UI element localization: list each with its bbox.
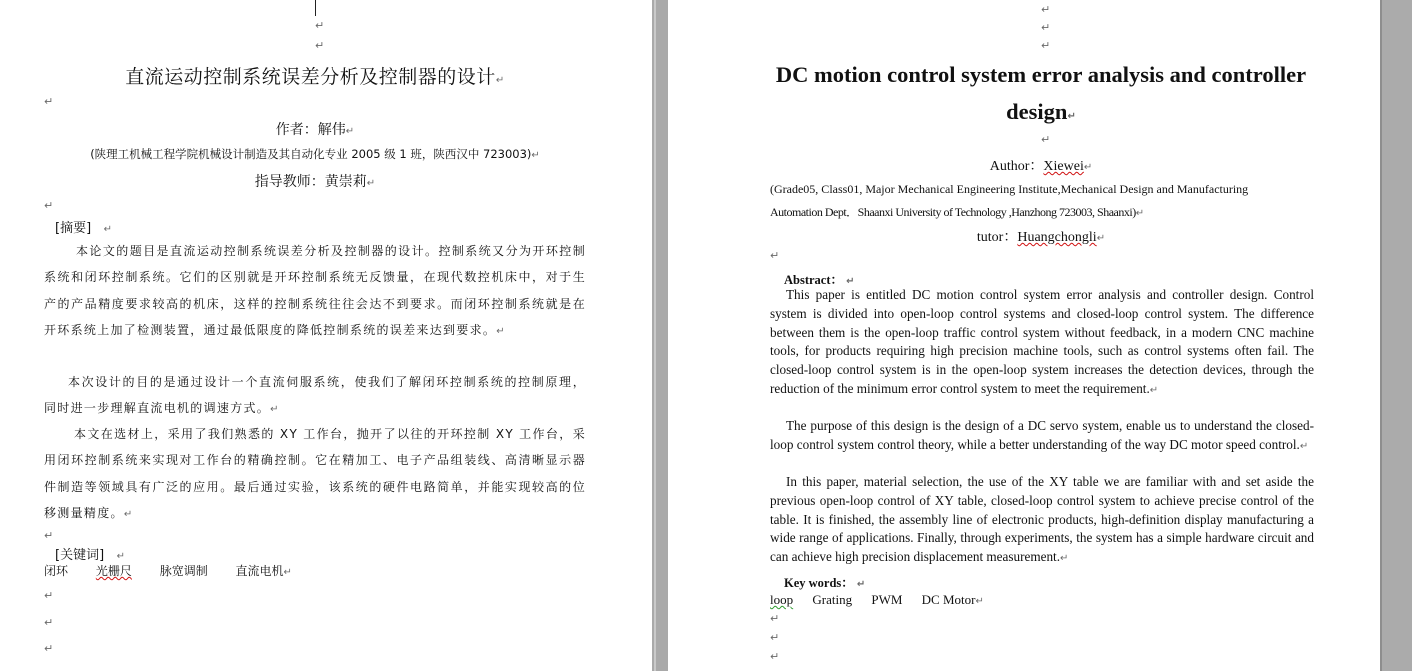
document-page-chinese[interactable] — [0, 0, 652, 671]
paragraph-mark: ↵ — [315, 39, 325, 52]
keyword: DC Motor — [921, 592, 976, 607]
paragraph-mark: ↵ — [44, 199, 54, 212]
keyword: Grating — [812, 592, 853, 607]
text-cursor — [315, 0, 316, 16]
paragraph-mark: ↵ — [770, 612, 780, 625]
keyword: 直流电机 — [235, 564, 284, 578]
page-edge-shadow — [1380, 0, 1382, 671]
keywords-heading: Key words： ↵ — [784, 576, 866, 590]
affiliation-line: Automation Dept．Shaanxi University of Technology ,Hanzhong 723003, Shaanxi)↵ — [770, 205, 1144, 219]
paragraph-mark: ↵ — [1041, 21, 1051, 34]
abstract-paragraph: 本论文的题目是直流运动控制系统误差分析及控制器的设计。控制系统又分为开环控制系统和闭环控制系统。它们的区别就是开环控制系统无反馈量，在现代数控机床中，对于生产的产品精度要求较高的机床，这样的控制系统往往会达不到要求。而闭环控制系统就是在开环系统上加了检测装置，通过最低限度的降低控制系统的误差来达到要求。↵ — [44, 244, 586, 337]
keywords-list: 闭环 光栅尺 脉宽调制 直流电机↵ — [44, 564, 292, 578]
paragraph-mark: ↵ — [44, 616, 54, 629]
tutor-line: tutor：Huangchongli↵ — [976, 230, 1106, 245]
paragraph-mark: ↵ — [44, 589, 54, 602]
paragraph-mark: ↵ — [44, 642, 54, 655]
author-line: Author：Xiewei↵ — [989, 159, 1093, 174]
page-gutter-edge — [654, 0, 656, 671]
abstract-heading: [摘要] ↵ — [55, 221, 112, 236]
keywords-heading: [关键词] ↵ — [55, 548, 125, 563]
keyword: loop — [770, 592, 794, 607]
tutor-line: 指导教师：黄崇莉↵ — [254, 174, 376, 190]
paragraph-mark: ↵ — [1041, 133, 1051, 146]
keyword: 脉宽调制 — [159, 564, 208, 578]
keywords-list: loop Grating PWM DC Motor↵ — [770, 592, 984, 607]
abstract-heading: Abstract： ↵ — [784, 273, 855, 287]
affiliation-line: (陕理工机械工程学院机械设计制造及其自动化专业 2005 级 1 班，陕西汉中 723003)↵ — [90, 147, 540, 161]
keyword: 光栅尺 — [95, 564, 132, 578]
keyword: 闭环 — [44, 564, 69, 578]
affiliation-block — [770, 178, 1314, 225]
abstract-paragraph: The purpose of this design is the design of a DC servo system, enable us to understand the closed-loop control system control theory, while a better understanding of the way DC motor speed control.↵ — [770, 418, 1314, 452]
paper-title-english: DC motion control system error analysis and controller design↵ — [775, 62, 1307, 124]
paragraph-mark: ↵ — [770, 650, 780, 663]
author-line: 作者：解伟↵ — [275, 122, 355, 138]
right-gutter-scroll-area[interactable] — [1380, 0, 1412, 671]
paragraph-mark: ↵ — [770, 249, 780, 262]
paragraph-mark: ↵ — [1041, 39, 1051, 52]
keyword: PWM — [871, 592, 903, 607]
paper-title-chinese: 直流运动控制系统误差分析及控制器的设计↵ — [125, 66, 505, 88]
paragraph-mark: ↵ — [1041, 3, 1051, 16]
abstract-paragraph: This paper is entitled DC motion control system error analysis and controller design. Control system is divided into open-loop control systems and closed-loop control system. The difference between them is the open-loop traffic control system without feedback, in a modern CNC machine tools, for products requiring high precision machine tools, such as control systems often fail. The closed-loop control system is in the open-loop system increases the detection devices, through the reduction of the minimum error control system to meet the requirement.↵ — [770, 287, 1314, 396]
abstract-paragraph: 本次设计的目的是通过设计一个直流伺服系统，使我们了解闭环控制系统的控制原理，同时进一步理解直流电机的调速方式。↵ — [44, 375, 586, 416]
paragraph-mark: ↵ — [44, 95, 54, 108]
abstract-paragraph: In this paper, material selection, the use of the XY table we are familiar with and set aside the previous open-loop control of XY table, closed-loop control system to achieve precise control of the table. It is finished, the assembly line of electronic products, high-definition display manufacturing a wide range of applications. Finally, through experiments, the system has a simple hardware circuit and can achieve high precision displacement measurement.↵ — [770, 474, 1314, 565]
abstract-paragraph: 本文在选材上，采用了我们熟悉的 XY 工作台，抛开了以往的开环控制 XY 工作台，采用闭环控制系统来实现对工作台的精确控制。它在精加工、电子产品组装线、高清晰显示器件制造等领域具有广泛的应用。最后通过实验，该系统的硬件电路简单，并能实现较高的位移测量精度。↵ — [44, 427, 586, 520]
paragraph-mark: ↵ — [315, 19, 325, 32]
paragraph-mark: ↵ — [44, 529, 54, 542]
paragraph-mark: ↵ — [770, 631, 780, 644]
affiliation-line: (Grade05, Class01, Major Mechanical Engineering Institute,Mechanical Design and Manufacturing — [770, 182, 1249, 196]
